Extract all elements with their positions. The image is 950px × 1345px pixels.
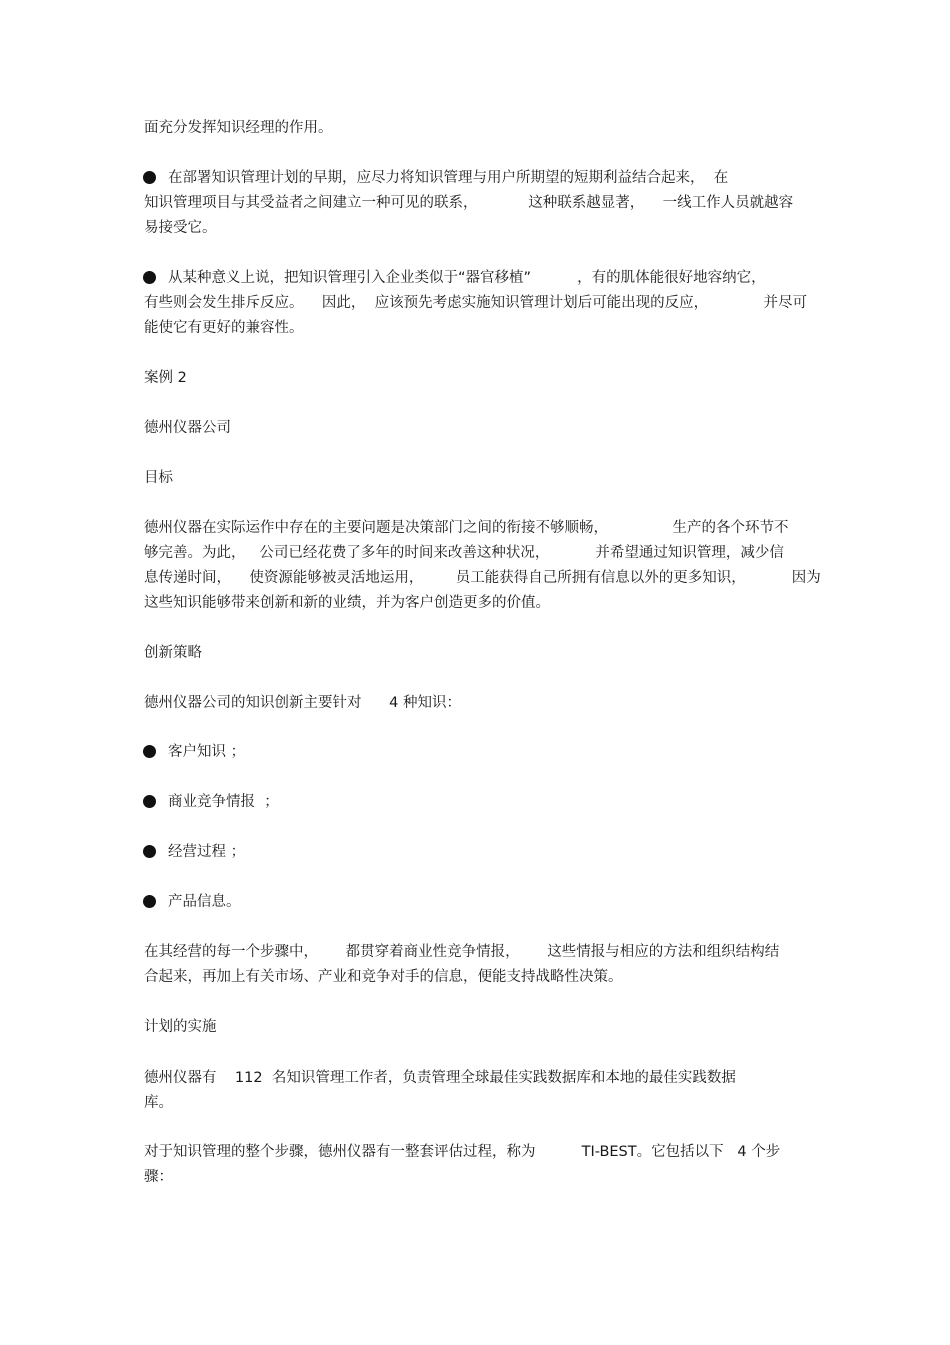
paragraph-line: 知识管理项目与其受益者之间建立一种可见的联系， 这种联系越显著， 一线工作人员就越容 <box>144 195 794 211</box>
paragraph-line: 易接受它。 <box>144 220 217 236</box>
paragraph-line: 能使它有更好的兼容性。 <box>144 320 304 336</box>
paragraph-line: 面充分发挥知识经理的作用。 <box>144 120 333 136</box>
bullet-icon <box>143 271 156 284</box>
bullet-icon <box>143 895 156 908</box>
paragraph-line: 德州仪器公司的知识创新主要针对 4 种知识： <box>144 695 461 711</box>
paragraph-line: 合起来，再加上有关市场、产业和竞争对手的信息，便能支持战略性决策。 <box>144 969 623 985</box>
bullet-icon <box>143 795 156 808</box>
bullet-icon <box>143 745 156 758</box>
list-item: 商业竞争情报 ； <box>168 794 279 810</box>
section-heading: 创新策略 <box>144 645 202 661</box>
list-item: 产品信息。 <box>168 894 241 910</box>
paragraph-line: 息传递时间， 使资源能够被灵活地运用， 员工能获得自己所拥有信息以外的更多知识， 因为 <box>144 570 821 586</box>
bullet-icon <box>143 171 156 184</box>
paragraph-line: 有些则会发生排斥反应。 因此， 应该预先考虑实施知识管理计划后可能出现的反应， 并尽可 <box>144 295 807 311</box>
list-item: 客户知识 ； <box>168 744 246 760</box>
section-heading: 目标 <box>144 470 173 486</box>
paragraph-line: 这些知识能够带来创新和新的业绩，并为客户创造更多的价值。 <box>144 595 550 611</box>
bullet-paragraph-line: 在部署知识管理计划的早期，应尽力将知识管理与用户所期望的短期利益结合起来， 在 <box>168 170 729 186</box>
bullet-icon <box>143 845 156 858</box>
paragraph-line: 对于知识管理的整个步骤，德州仪器有一整套评估过程，称为 TI-BEST。它包括以下 4 个步 <box>144 1144 781 1160</box>
section-heading: 案例 2 <box>144 370 187 386</box>
paragraph-line: 够完善。为此， 公司已经花费了多年的时间来改善这种状况， 并希望通过知识管理，减少信 <box>144 545 784 561</box>
paragraph-line: 德州仪器在实际运作中存在的主要问题是决策部门之间的衔接不够顺畅， 生产的各个环节不 <box>144 520 789 536</box>
paragraph-line: 在其经营的每一个步骤中， 都贯穿着商业性竞争情报， 这些情报与相应的方法和组织结构结 <box>144 944 780 960</box>
list-item: 经营过程 ； <box>168 844 246 860</box>
bullet-paragraph-line: 从某种意义上说，把知识管理引入企业类似于“器官移植” ，有的肌体能很好地容纳它， <box>168 270 766 286</box>
section-heading: 计划的实施 <box>144 1019 217 1035</box>
paragraph-line: 骤： <box>144 1169 173 1185</box>
paragraph-line: 库。 <box>144 1095 173 1111</box>
paragraph-line: 德州仪器有 112 名知识管理工作者，负责管理全球最佳实践数据库和本地的最佳实践数据 <box>144 1070 736 1086</box>
section-heading: 德州仪器公司 <box>144 420 231 436</box>
